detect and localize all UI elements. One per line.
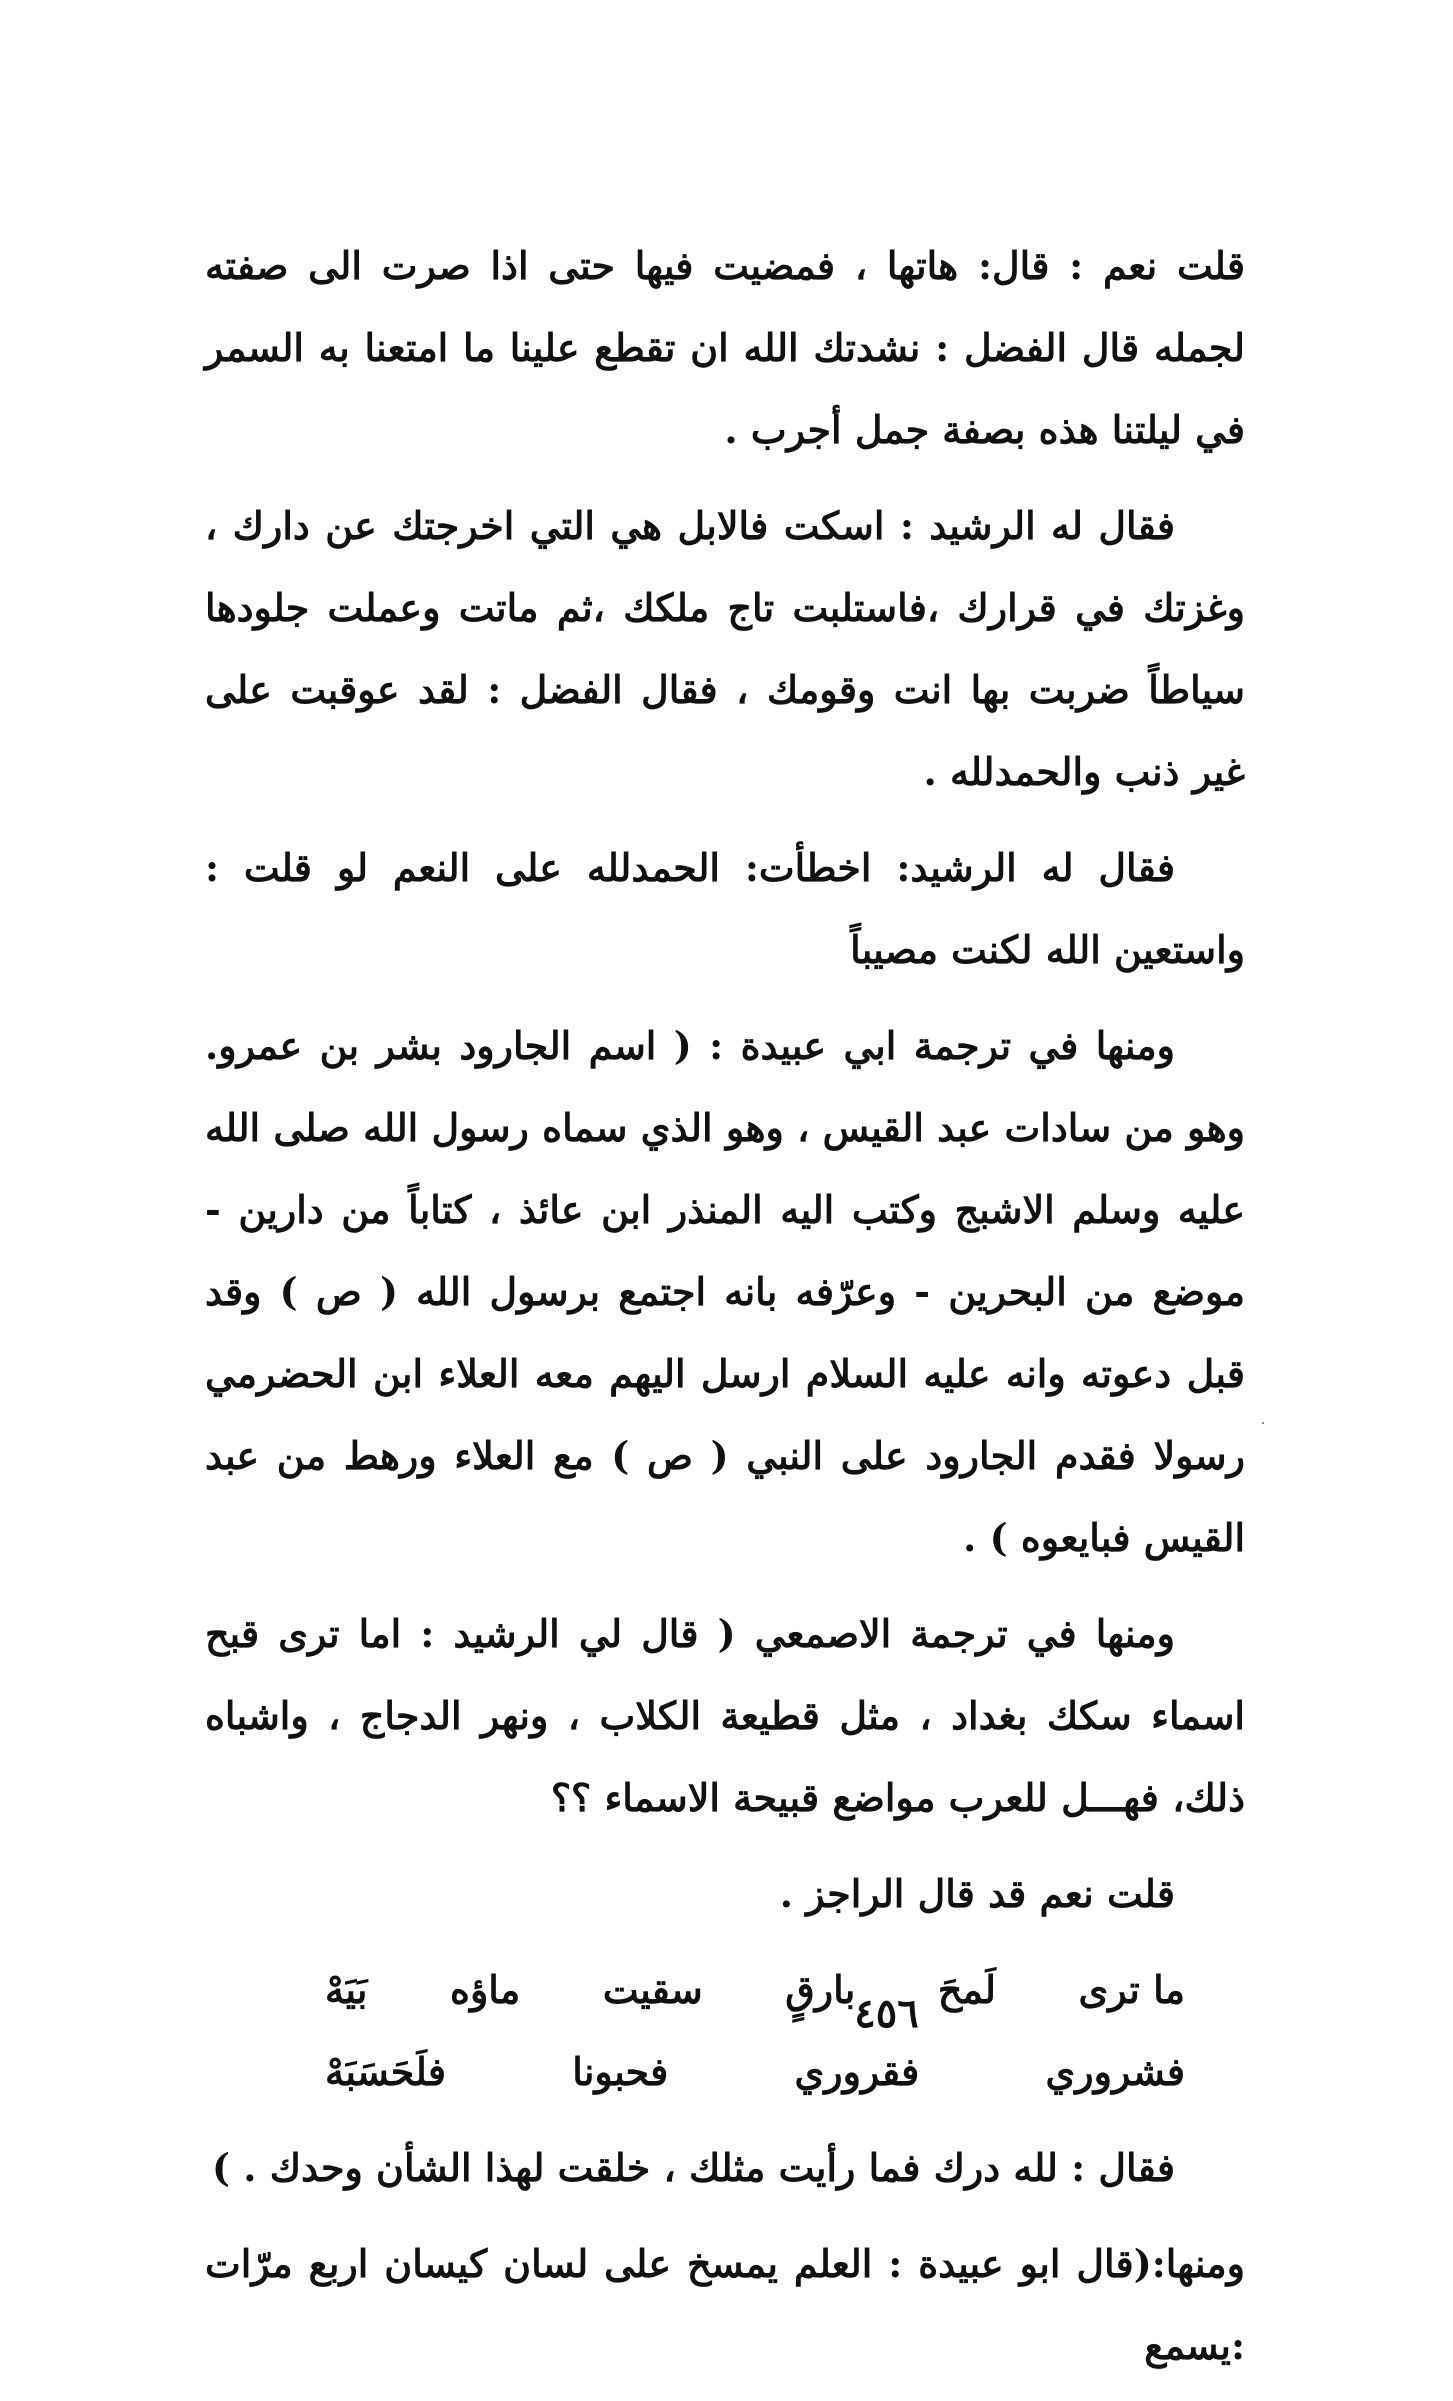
verse-word: ماؤه [450, 1967, 521, 2012]
paragraph-6: قلت نعم قد قال الراجز . [779, 1871, 1175, 1916]
paragraph-1: قلت نعم : قال: هاتها ، فمضيت فيها حتى اذا صرت الى صفته لجمله قال الفضل : نشدتك الله ان تقطع علينا ما امتعنا به السمر في ليلتنا هذه بصفة جمل أجرب . [205, 243, 1245, 452]
verse-line-2 [325, 2031, 1185, 2113]
verse-word: فقروري [794, 2049, 920, 2094]
verse-word: فحبونا [572, 2049, 669, 2094]
verse-word: بارقٍ [785, 1967, 856, 2012]
verse-word: فلَحَسَبَهْ [325, 2049, 447, 2094]
page-number: ٤٥٦ [854, 1990, 919, 2037]
paragraph-8: ومنها:(قال ابو عبيدة : العلم يمسخ على لسان كيسان اربع مرّات :يسمع [205, 2241, 1245, 2368]
body-text [205, 225, 1245, 2401]
verse-word: لَمحَ [937, 1967, 996, 2012]
paragraph-4: ومنها في ترجمة ابي عبيدة : ( اسم الجارود بشر بن عمرو. وهو من سادات عبد القيس ، وهو الذي سماه رسول الله صلى الله عليه وسلم الاشبج وكتب اليه المنذر ابن عائذ ، كتاباً من دارين - موضع من البحرين - وعرّفه بانه اجتمع برسول الله ( ص ) وقد قبل دعوته وانه عليه السلام ارسل اليهم معه العلاء ابن الحضرمي رسولا فقدم الجارود على النبي ( ص ) مع العلاء ورهط من عبد القيس فبايعوه ) . [205, 1023, 1245, 1560]
verse-word: فشروري [1045, 2049, 1185, 2094]
paragraph-3: فقال له الرشيد: اخطأت: الحمدلله على النعم لو قلت : واستعين الله لكنت مصيباً [205, 845, 1245, 972]
verse-word: ما ترى [1078, 1967, 1185, 2012]
paragraph-5: ومنها في ترجمة الاصمعي ( قال لي الرشيد : اما ترى قبح اسماء سكك بغداد ، مثل قطيعة الكلاب ، ونهر الدجاج ، واشباه ذلك، فهـــل للعرب مواضع قبيحة الاسماء ؟؟ [205, 1611, 1245, 1820]
paragraph-7: فقال : لله درك فما رأيت مثلك ، خلقت لهذا الشأن وحدك . ) [212, 2145, 1175, 2190]
paragraph-2: فقال له الرشيد : اسكت فالابل هي التي اخرجتك عن دارك ، وغزتك في قرارك ،فاستلبت تاج ملكك ،ثم ماتت وعملت جلودها سياطاً ضربت بها انت وقومك ، فقال الفضل : لقد عوقبت على غير ذنب والحمدلله . [205, 503, 1245, 794]
scan-speck [1262, 1422, 1264, 1424]
verse-word: بَيَهْ [325, 1967, 368, 2012]
verse-word: سقيت [602, 1967, 703, 2012]
